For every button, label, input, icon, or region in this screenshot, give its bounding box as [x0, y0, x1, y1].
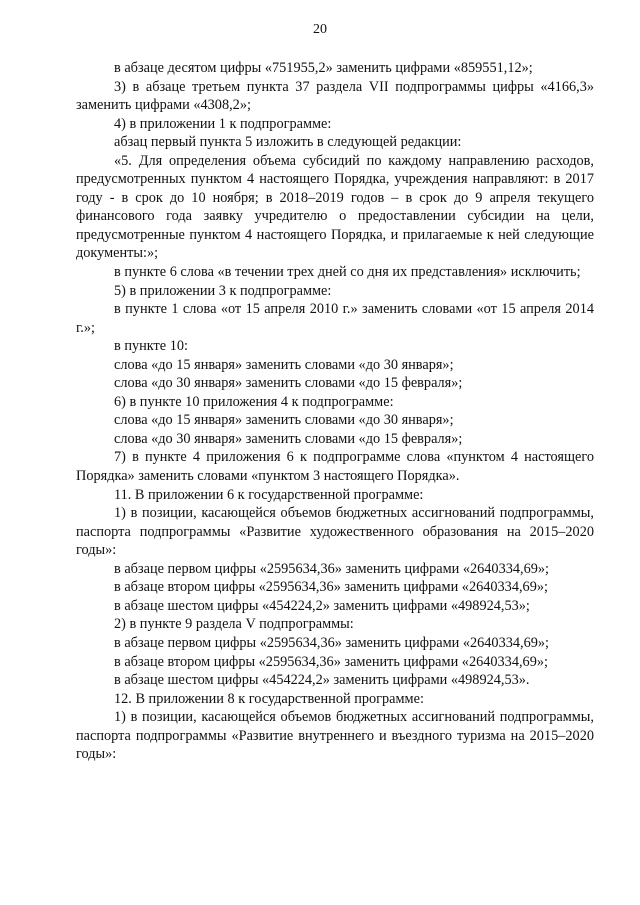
paragraph: слова «до 30 января» заменить словами «до 15 февраля»;: [114, 430, 463, 447]
paragraph: слова «до 15 января» заменить словами «до 30 января»;: [114, 412, 454, 429]
paragraph: 6) в пункте 10 приложения 4 к подпрограмме:: [114, 393, 394, 410]
page-number: 20: [313, 22, 327, 37]
paragraph: в абзаце первом цифры «2595634,36» заменить цифрами «2640334,69»;: [114, 560, 550, 577]
paragraph: 5) в приложении 3 к подпрограмме:: [114, 282, 332, 299]
paragraph: в пункте 10:: [114, 338, 188, 355]
paragraph: слова «до 30 января» заменить словами «до 15 февраля»;: [114, 375, 463, 392]
paragraph: 1) в позиции, касающейся объемов бюджетных ассигнований подпрограммы, паспорта подпрограммы «Развитие внутреннего и въездного туризма на 2015–2020 годы»:: [76, 709, 594, 763]
document-body: [76, 59, 594, 764]
paragraph: 12. В приложении 8 к государственной программе:: [114, 690, 424, 707]
paragraph: 7) в пункте 4 приложения 6 к подпрограмме слова «пунктом 4 настоящего Порядка» заменить словами «пунктом 3 настоящего Порядка».: [76, 449, 594, 485]
paragraph: в абзаце шестом цифры «454224,2» заменить цифрами «498924,53»;: [114, 597, 530, 614]
paragraph: в абзаце втором цифры «2595634,36» заменить цифрами «2640334,69»;: [114, 653, 548, 670]
paragraph: в абзаце втором цифры «2595634,36» заменить цифрами «2640334,69»;: [114, 579, 548, 596]
paragraph: «5. Для определения объема субсидий по каждому направлению расходов, предусмотренных пунктом 4 настоящего Порядка, учреждения направляют: в 2017 году - в срок до 10 ноября; в 2018–2019 годов – в срок до 9 апреля текущего финансового года заявку учредителю о предоставлении субсидии на цели, предусмотренные пунктом 4 настоящего Порядка, и прилагаемые к ней следующие документы:»;: [76, 152, 594, 262]
paragraph: в абзаце первом цифры «2595634,36» заменить цифрами «2640334,69»;: [114, 634, 550, 651]
paragraph: 3) в абзаце третьем пункта 37 раздела VII подпрограммы цифры «4166,3» заменить цифрами «4308,2»;: [76, 78, 594, 114]
paragraph: 1) в позиции, касающейся объемов бюджетных ассигнований подпрограммы, паспорта подпрограммы «Развитие художественного образования на 2015–2020 годы»:: [76, 505, 594, 559]
paragraph: 2) в пункте 9 раздела V подпрограммы:: [114, 616, 354, 633]
paragraph: слова «до 15 января» заменить словами «до 30 января»;: [114, 356, 454, 373]
paragraph: в пункте 6 слова «в течении трех дней со дня их представления» исключить;: [114, 264, 581, 281]
paragraph: в пункте 1 слова «от 15 апреля 2010 г.» заменить словами «от 15 апреля 2014 г.»;: [76, 301, 594, 336]
paragraph: 11. В приложении 6 к государственной программе:: [114, 486, 424, 503]
paragraph: 4) в приложении 1 к подпрограмме:: [114, 115, 332, 132]
paragraph: в абзаце шестом цифры «454224,2» заменить цифрами «498924,53».: [114, 672, 530, 689]
paragraph: абзац первый пункта 5 изложить в следующей редакции:: [114, 134, 462, 151]
paragraph: в абзаце десятом цифры «751955,2» заменить цифрами «859551,12»;: [114, 60, 533, 76]
